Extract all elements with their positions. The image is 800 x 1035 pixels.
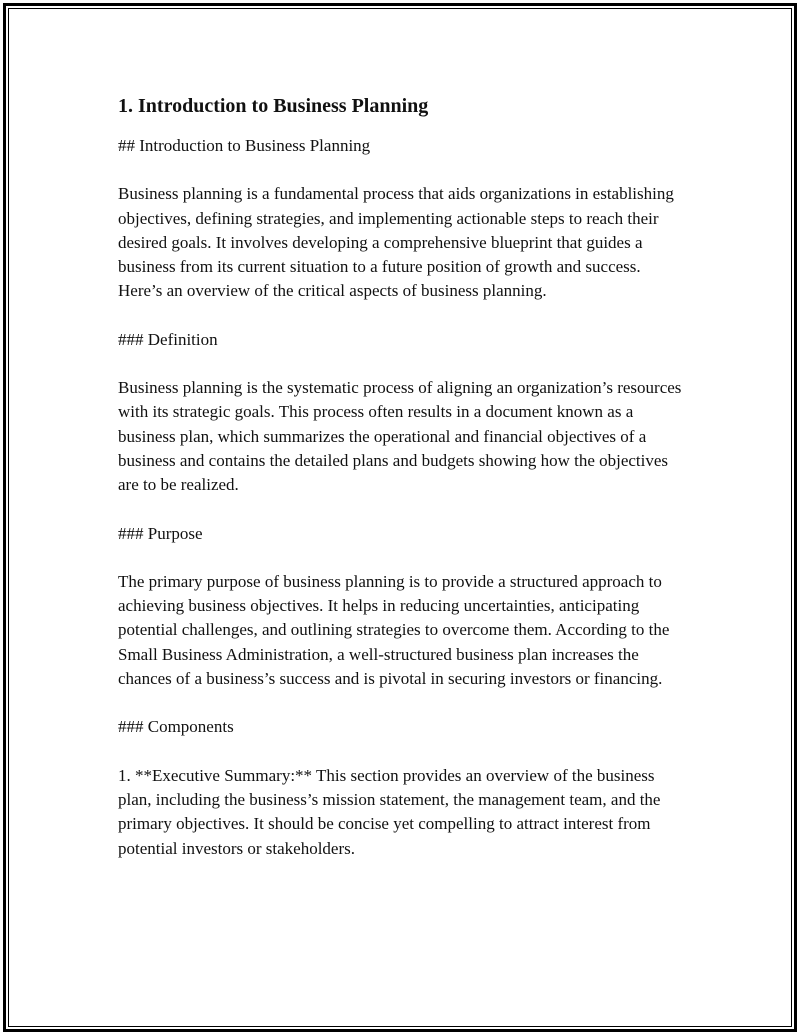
components-heading: ### Components [118, 717, 234, 737]
components-item-executive-summary: 1. **Executive Summary:** This section provides an overview of the business plan, including the business’s mission statement, the management team, and the primary objectives. It should be concise yet compelling to attract interest from potential investors or stakeholders. [118, 765, 661, 858]
purpose-paragraph: The primary purpose of business planning is to provide a structured approach to achieving business objectives. It helps in reducing uncertainties, anticipating potential challenges, and outlining strategies to overcome them. According to the Small Business Administration, a well-structured business plan increases the chances of a business’s success and is pivotal in securing investors or financing. [118, 571, 670, 689]
definition-paragraph: Business planning is the systematic process of aligning an organization’s resources with its strategic goals. This process often results in a document known as a business plan, which summarizes the operational and financial objectives of a business and contains the detailed plans and budgets showing how the objectives are to be realized. [118, 378, 682, 495]
definition-heading: ### Definition [118, 329, 218, 349]
section-subheading: ## Introduction to Business Planning [118, 136, 371, 155]
intro-paragraph: Business planning is a fundamental process that aids organizations in establishing objectives, defining strategies, and implementing actionable steps to reach their desired goals. It involves developing a comprehensive blueprint that guides a business from its current situation to a future position of growth and success. Here’s an overview of the critical aspects of business planning. [118, 184, 674, 301]
document-body [118, 92, 688, 885]
purpose-heading: ### Purpose [118, 523, 203, 543]
document-title: 1. Introduction to Business Planning [118, 95, 429, 117]
